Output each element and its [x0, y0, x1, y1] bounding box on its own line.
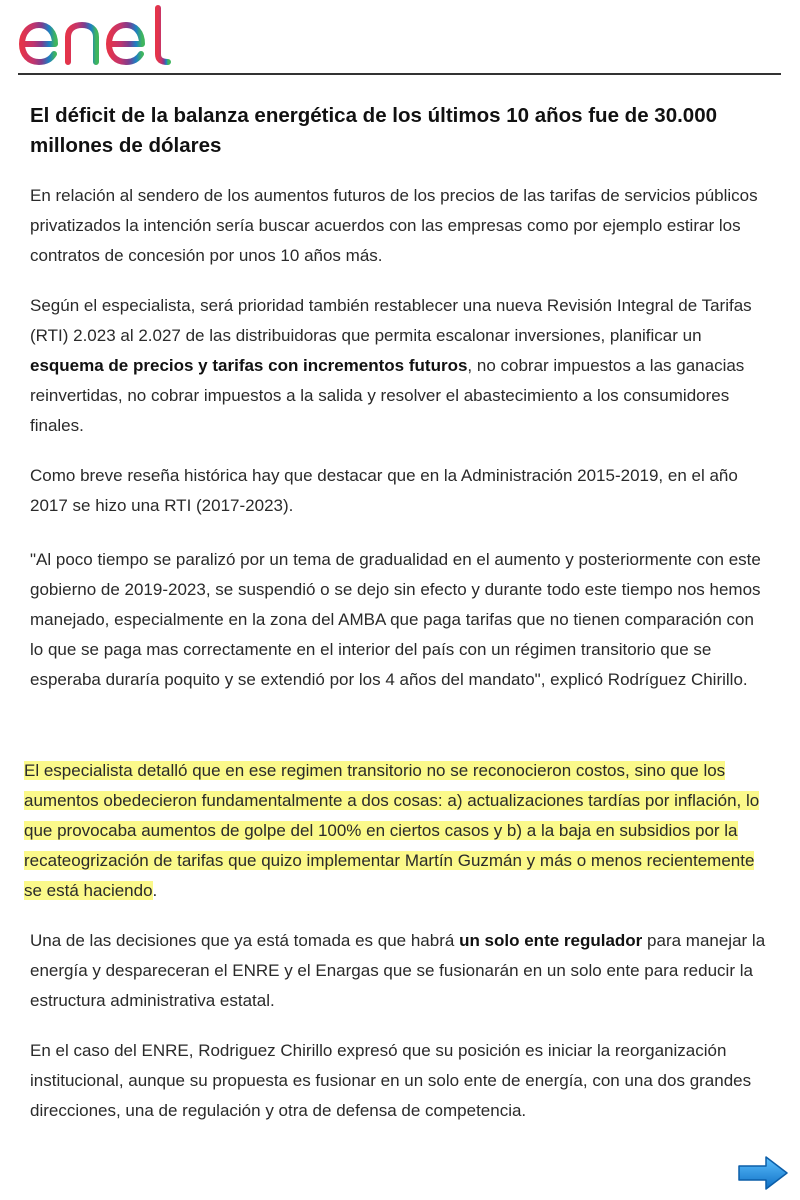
paragraph-2 — [30, 291, 770, 441]
paragraph-4-quote: "Al poco tiempo se paralizó por un tema de gradualidad en el aumento y posteriormente con este gobierno de 2019-2023, se suspendió o se dejo sin efecto y durante todo este tiempo nos hemos manejado, especialmente en la zona del AMBA que paga tarifas que no tienen comparación con lo que se paga mas correctamente en el interior del país con un régimen transitorio que se esperaba duraría poquito y se extendió por los 4 años del mandato", explicó Rodríguez Chirillo. — [30, 550, 761, 689]
paragraph-2-text: Según el especialista, será prioridad también restablecer una nueva Revisión Integral de Tarifas (RTI) 2.023 al 2.027 de las distribuidoras que permita escalonar inversiones, planificar un — [30, 296, 752, 345]
paragraph-6-text: Una de las decisiones que ya está tomada es que habrá — [30, 931, 460, 950]
paragraph-7: En el caso del ENRE, Rodriguez Chirillo expresó que su posición es iniciar la reorganización institucional, aunque su propuesta es fusionar en un solo ente de energía, con una dos grandes direcciones, una de regulación y otra de defensa de competencia. — [30, 1041, 752, 1120]
header-divider — [18, 73, 781, 75]
arrow-right-icon — [736, 1154, 790, 1192]
paragraph-2-text-end: , no cobrar impuestos a las ganacias reinvertidas, no cobrar impuestos a la salida y resolver el abastecimiento a los consumidores finales. — [30, 356, 745, 435]
paragraph-6-bold: un solo ente regulador — [459, 931, 643, 950]
paragraph-5-end: . — [152, 881, 158, 900]
paragraph-2-bold: esquema de precios y tarifas con incrementos futuros — [30, 356, 468, 375]
paragraph-1: En relación al sendero de los aumentos futuros de los precios de las tarifas de servicios públicos privatizados la intención sería buscar acuerdos con las empresas como por ejemplo estirar los contratos de concesión por unos 10 años más. — [30, 186, 758, 265]
paragraph-6-text-end: para manejar la energía y despareceran el ENRE y el Enargas que se fusionarán en un solo ente para reducir la estructura administrativa estatal. — [30, 931, 766, 1010]
article-title: El déficit de la balanza energética de los últimos 10 años fue de 30.000 millones de dólares — [30, 104, 718, 157]
enel-logo — [18, 4, 180, 68]
next-page-button[interactable] — [736, 1154, 790, 1192]
paragraph-3: Como breve reseña histórica hay que destacar que en la Administración 2015-2019, en el año 2017 se hizo una RTI (2017-2023). — [30, 466, 738, 515]
page-header — [0, 0, 800, 76]
highlighted-text: El especialista detalló que en ese regimen transitorio no se reconocieron costos, sino que los aumentos obedecieron fundamentalmente a dos cosas: a) actualizaciones tardías por inflación, lo que provocaba aumentos de golpe del 100% en ciertos casos y b) a la baja en subsidios por la recateogrización de tarifas que quizo implementar Martín Guzmán y más o menos recientemente se está haciendo — [24, 761, 760, 900]
paragraph-6 — [30, 926, 770, 1016]
paragraph-5 — [24, 756, 774, 906]
